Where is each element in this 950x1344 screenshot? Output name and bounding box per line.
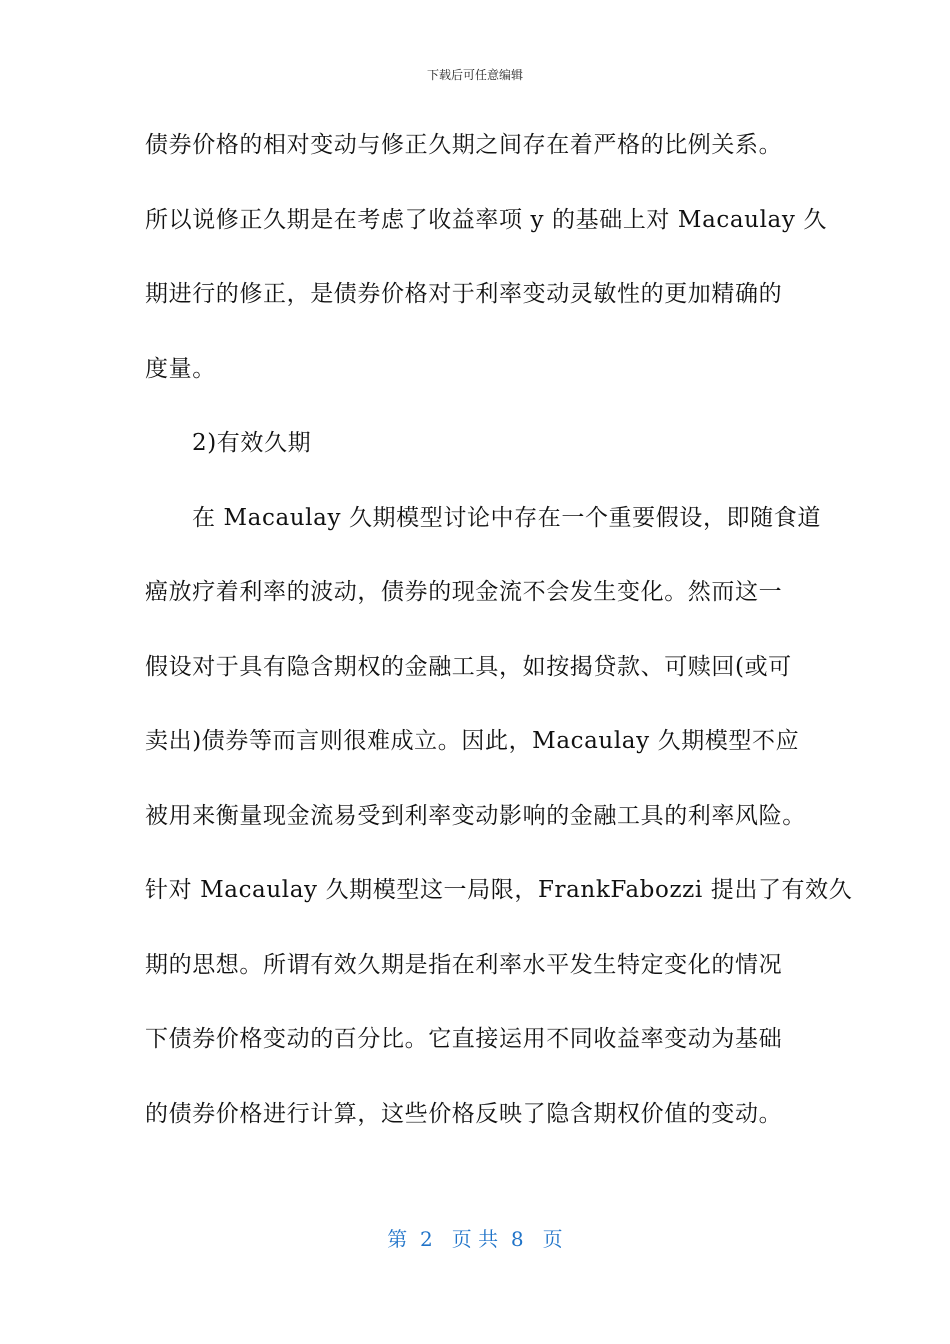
paragraph-line: 债券价格的相对变动与修正久期之间存在着严格的比例关系。 (145, 132, 783, 158)
paragraph-line: 下债券价格变动的百分比。它直接运用不同收益率变动为基础 (145, 1026, 783, 1052)
section-heading: 2)有效久期 (192, 430, 312, 456)
page-number-footer: 第 2 页 共 8 页 (387, 1227, 563, 1251)
paragraph-line: 针对 Macaulay 久期模型这一局限，FrankFabozzi 提出了有效久 (145, 877, 853, 903)
paragraph-line: 在 Macaulay 久期模型讨论中存在一个重要假设，即随食道 (192, 504, 821, 531)
paragraph-line: 假设对于具有隐含期权的金融工具，如按揭贷款、可赎回(或可 (145, 653, 792, 680)
page-header: 下载后可任意编辑 (426, 68, 523, 82)
paragraph-line: 的债券价格进行计算，这些价格反映了隐含期权价值的变动。 (145, 1100, 783, 1127)
paragraph-line: 被用来衡量现金流易受到利率变动影响的金融工具的利率风险。 (145, 802, 806, 829)
paragraph-line: 所以说修正久期是在考虑了收益率项 y 的基础上对 Macaulay 久 (145, 206, 827, 233)
paragraph-line: 度量。 (145, 355, 216, 382)
paragraph-line: 癌放疗着利率的波动，债券的现金流不会发生变化。然而这一 (145, 579, 783, 605)
paragraph-line: 期的思想。所谓有效久期是指在利率水平发生特定变化的情况 (145, 951, 783, 978)
paragraph-line: 期进行的修正，是债券价格对于利率变动灵敏性的更加精确的 (145, 281, 783, 307)
paragraph-line: 卖出)债券等而言则很难成立。因此，Macaulay 久期模型不应 (145, 728, 800, 754)
document-body (145, 119, 853, 1162)
